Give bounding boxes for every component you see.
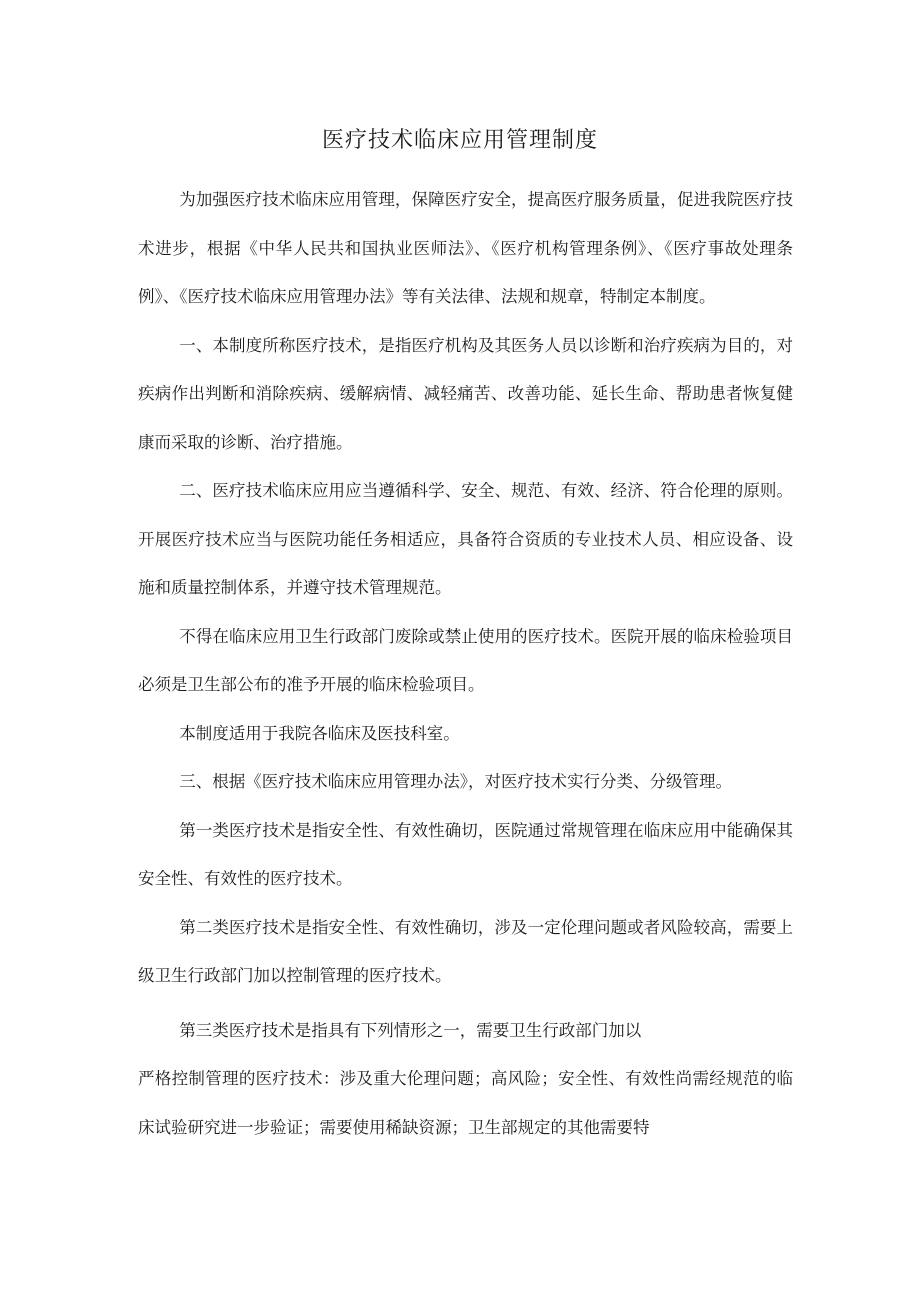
document-title: 医疗技术临床应用管理制度 — [321, 128, 598, 153]
paragraph-preamble: 为加强医疗技术临床应用管理，保障医疗安全，提高医疗服务质量，促进我院医疗技术进步，根据《中华人民共和国执业医师法》、《医疗机构管理条例》、《医疗事故处理条例》、《医疗技术临床应用管理办法》等有关法律、法规和规章，特制定本制度。 — [138, 190, 793, 306]
paragraph-class-3-detail: 严格控制管理的医疗技术：涉及重大伦理问题；高风险；安全性、有效性尚需经规范的临床试验研究进一步验证；需要使用稀缺资源；卫生部规定的其他需要特 — [138, 1069, 793, 1137]
document-body — [138, 176, 793, 1152]
paragraph-scope: 本制度适用于我院各临床及医技科室。 — [179, 723, 460, 743]
paragraph-class-2: 第二类医疗技术是指安全性、有效性确切，涉及一定伦理问题或者风险较高，需要上级卫生行政部门加以控制管理的医疗技术。 — [138, 917, 793, 985]
paragraph-class-3-intro: 第三类医疗技术是指具有下列情形之一，需要卫生行政部门加以 — [179, 1020, 642, 1040]
paragraph-article-3: 三、根据《医疗技术临床应用管理办法》，对医疗技术实行分类、分级管理。 — [179, 772, 732, 791]
paragraph-class-1: 第一类医疗技术是指安全性、有效性确切，医院通过常规管理在临床应用中能确保其安全性、有效性的医疗技术。 — [138, 820, 793, 888]
paragraph-article-1: 一、本制度所称医疗技术，是指医疗机构及其医务人员以诊断和治疗疾病为目的，对疾病作出判断和消除疾病、缓解病情、减轻痛苦、改善功能、延长生命、帮助患者恢复健康而采取的诊断、治疗措施。 — [138, 335, 793, 452]
paragraph-prohibited-tech: 不得在临床应用卫生行政部门废除或禁止使用的医疗技术。医院开展的临床检验项目必须是卫生部公布的准予开展的临床检验项目。 — [138, 626, 793, 694]
paragraph-article-2: 二、医疗技术临床应用应当遵循科学、安全、规范、有效、经济、符合伦理的原则。开展医疗技术应当与医院功能任务相适应，具备符合资质的专业技术人员、相应设备、设施和质量控制体系，并遵守技术管理规范。 — [138, 481, 793, 597]
